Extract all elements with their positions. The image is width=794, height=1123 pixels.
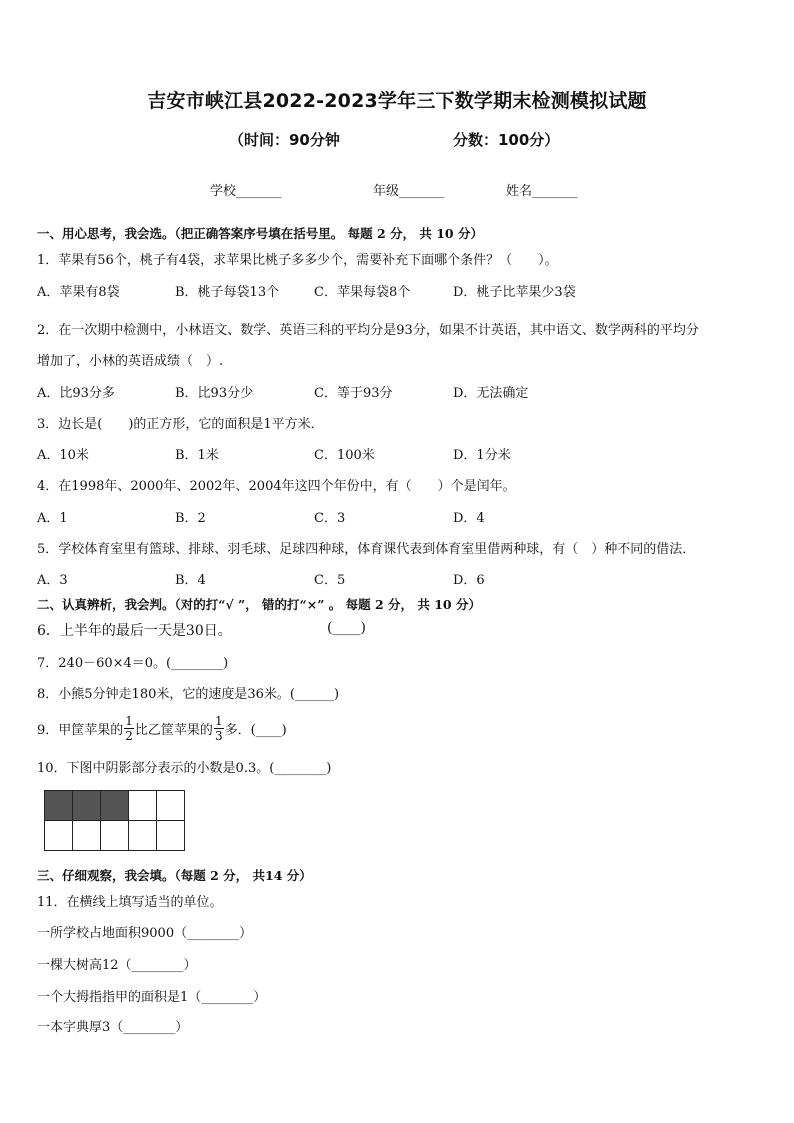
section-1-heading: 一、用心思考，我会选。（把正确答案序号填在括号里。 每题 2 分， 共 10 分） [37, 226, 483, 241]
question-11: 11．在横线上填写适当的单位。 [37, 895, 223, 910]
section-3-heading: 三、仔细观察，我会填。（每题 2 分， 共14 分） [37, 868, 312, 883]
question-2-line-1: 2．在一次期中检测中，小林语文、数学、英语三科的平均分是93分，如果不计英语，其中语文、数学两科的平均分 [37, 323, 699, 338]
section-2-heading: 二、认真辨析，我会判。（对的打“√ ”， 错的打“×” 。 每题 2 分， 共 10 分） [37, 597, 481, 612]
q4-option-d: D．4 [453, 511, 485, 526]
question-5: 5．学校体育室里有篮球、排球、羽毛球、足球四种球，体育课代表到体育室里借两种球，有（ ）种不同的借法． [37, 542, 696, 557]
grid-cell [129, 791, 157, 821]
fraction-numerator: 1 [214, 713, 223, 728]
q9-text-post: 多．(____) [224, 722, 287, 738]
name-field: 姓名_______ [506, 184, 578, 199]
q5-option-b: B．4 [175, 573, 206, 588]
question-3: 3．边长是( )的正方形，它的面积是1平方米． [37, 417, 324, 432]
grid-cell [45, 821, 73, 851]
q11-line-3: 一个大拇指指甲的面积是1（________） [37, 990, 267, 1005]
shaded-grid-figure [44, 790, 185, 851]
grid-cell [101, 821, 129, 851]
school-field: 学校_______ [210, 184, 282, 199]
q9-text-pre: 9．甲筐苹果的 [37, 722, 124, 738]
q4-option-b: B．2 [175, 511, 206, 526]
q2-option-a: A．比93分多 [37, 386, 115, 401]
q1-option-a: A．苹果有8袋 [37, 285, 120, 300]
q5-option-d: D．6 [453, 573, 485, 588]
grid-cell-shaded [101, 791, 129, 821]
q5-option-c: C．5 [314, 573, 346, 588]
q3-option-a: A．10米 [37, 448, 89, 463]
q4-option-a: A．1 [37, 511, 68, 526]
fraction-denominator: 2 [125, 728, 133, 743]
q11-line-2: 一棵大树高12（________） [37, 958, 197, 973]
q2-option-d: D．无法确定 [453, 386, 529, 401]
exam-time: （时间：90分钟 [229, 131, 340, 149]
q1-option-c: C．苹果每袋8个 [314, 285, 411, 300]
q11-line-4: 一本字典厚3（________） [37, 1020, 189, 1035]
question-6: 6．上半年的最后一天是30日。 [37, 623, 232, 639]
page-title: 吉安市峡江县2022-2023学年三下数学期末检测模拟试题 [147, 90, 647, 112]
q3-option-c: C．100米 [314, 448, 375, 463]
q3-option-b: B．1米 [175, 448, 219, 463]
q11-line-1: 一所学校占地面积9000（________） [37, 926, 253, 941]
q2-option-b: B．比93分少 [175, 386, 254, 401]
grade-field: 年级_______ [373, 184, 445, 199]
question-1: 1．苹果有56个，桃子有4袋，求苹果比桃子多多少个，需要补充下面哪个条件？（ ）。 [37, 253, 558, 268]
q4-option-c: C．3 [314, 511, 346, 526]
grid-cell [157, 791, 185, 821]
q3-option-d: D．1分米 [453, 448, 511, 463]
question-4: 4．在1998年、2000年、2002年、2004年这四个年份中，有（ ）个是闰年。 [37, 479, 516, 494]
fraction-one-half [124, 715, 134, 742]
q6-answer-blank: (____) [327, 620, 366, 636]
fraction-denominator: 3 [214, 728, 223, 743]
q9-text-mid: 比乙筐苹果的 [134, 722, 213, 738]
grid-cell [73, 821, 101, 851]
fraction-numerator: 1 [125, 713, 133, 728]
question-2-line-2: 增加了，小林的英语成绩（ ）. [37, 354, 224, 369]
q1-option-b: B．桃子每袋13个 [175, 285, 280, 300]
q5-option-a: A．3 [37, 573, 68, 588]
question-10: 10．下图中阴影部分表示的小数是0.3。(________) [37, 761, 332, 776]
question-9 [37, 708, 287, 748]
question-7: 7．240－60×4＝0。(________) [37, 656, 229, 671]
q1-option-d: D．桃子比苹果少3袋 [453, 285, 576, 300]
question-8: 8．小熊5分钟走180米，它的速度是36米。(______) [37, 687, 340, 702]
grid-cell-shaded [45, 791, 73, 821]
exam-score: 分数：100分） [453, 131, 560, 149]
grid-cell [157, 821, 185, 851]
grid-cell [129, 821, 157, 851]
q2-option-c: C．等于93分 [314, 386, 393, 401]
grid-cell-shaded [73, 791, 101, 821]
fraction-one-third [214, 715, 224, 742]
